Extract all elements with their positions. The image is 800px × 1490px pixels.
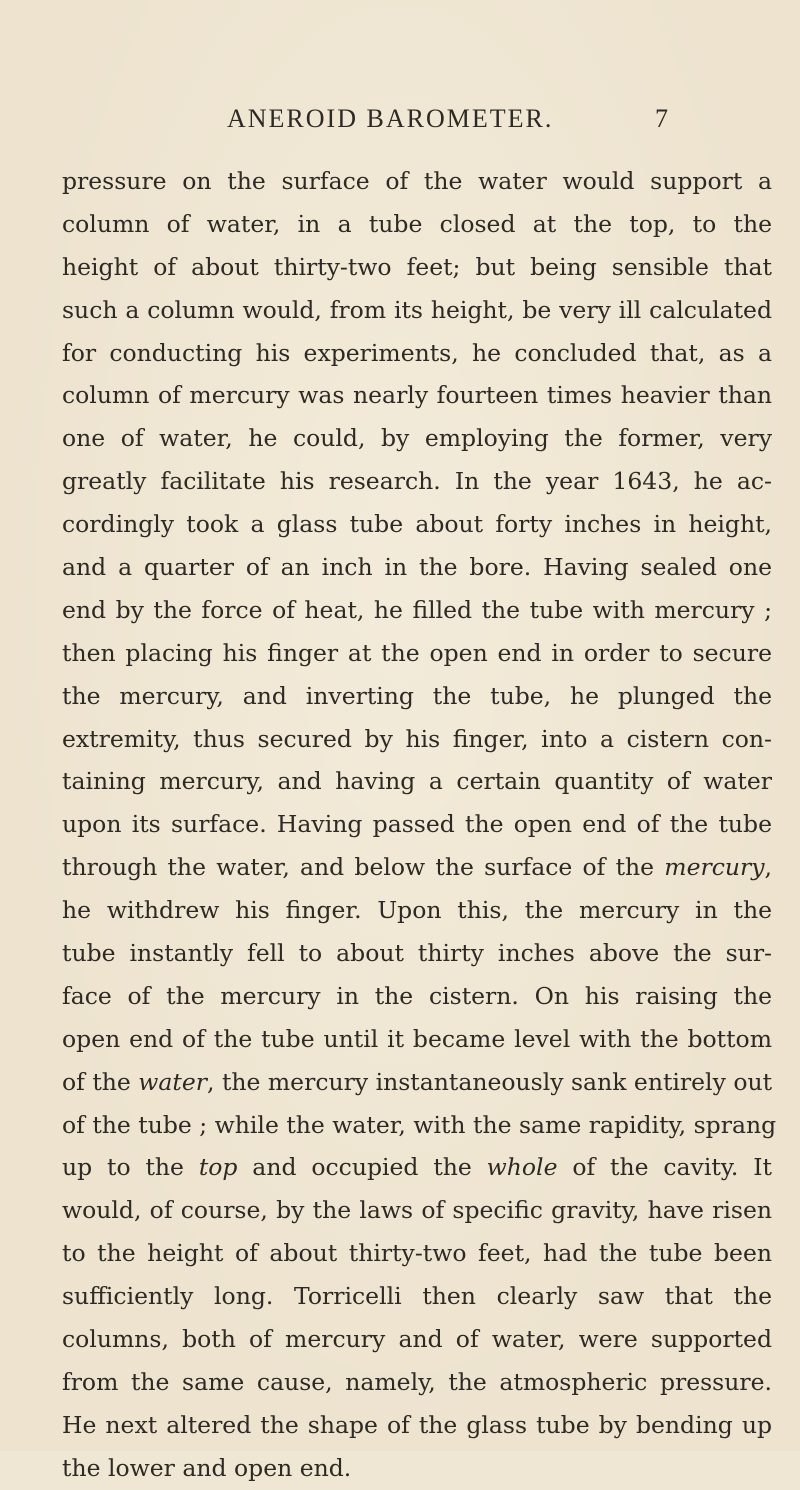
text-segment: , the mercury instantaneously sank entirely out [207, 1067, 773, 1096]
text-line: from the same cause, namely, the atmospheric pressure. [62, 1367, 772, 1396]
italic-word: whole [486, 1153, 558, 1182]
text-line: end by the force of heat, he filled the tube with mercury ; [62, 595, 772, 624]
text-line: height of about thirty-two feet; but being sensible that [62, 252, 772, 281]
text-line: the mercury, and inverting the tube, he plunged the [62, 681, 772, 710]
text-line-italic-mercury [62, 846, 772, 889]
running-title: ANEROID BAROMETER. [227, 104, 554, 133]
text-line: then placing his finger at the open end in order to secure [62, 638, 772, 667]
italic-word: water [138, 1067, 207, 1096]
running-head [0, 104, 800, 144]
text-line: tube instantly fell to about thirty inches above the sur- [62, 939, 772, 968]
text-line: open end of the tube until it became level with the bottom [62, 1024, 772, 1053]
page-number: 7 [655, 104, 668, 133]
text-segment: through the water, and below the surface of the [62, 853, 665, 882]
text-line: column of water, in a tube closed at the top, to the [62, 209, 772, 238]
text-line: sufficiently long. Torricelli then clearly saw that the [62, 1282, 772, 1311]
text-line: greatly facilitate his research. In the year 1643, he ac- [62, 467, 772, 496]
text-line: upon its surface. Having passed the open end of the tube [62, 810, 772, 839]
text-segment: up to the [62, 1153, 199, 1182]
text-line: columns, both of mercury and of water, were supported [62, 1325, 772, 1354]
text-line-italic-water [62, 1061, 772, 1104]
text-segment: , [764, 853, 772, 882]
text-line: extremity, thus secured by his finger, into a cistern con- [62, 724, 772, 753]
text-line-italic-top-whole [62, 1146, 772, 1189]
text-line: pressure on the surface of the water would support a [62, 167, 772, 195]
text-line: of the tube ; while the water, with the same rapidity, sprang [62, 1110, 777, 1139]
text-segment: of the [62, 1067, 139, 1096]
text-line: cordingly took a glass tube about forty inches in height, [62, 510, 772, 539]
text-line: face of the mercury in the cistern. On his raising the [62, 981, 772, 1010]
body-text [62, 160, 777, 1490]
text-segment: and occupied the [237, 1153, 487, 1182]
text-line: one of water, he could, by employing the former, very [62, 424, 772, 453]
text-line: and a quarter of an inch in the bore. Having sealed one [62, 553, 772, 582]
italic-word: top [198, 1153, 238, 1182]
text-segment: of the cavity. It [557, 1153, 772, 1182]
text-line: to the height of about thirty-two feet, had the tube been [62, 1239, 772, 1268]
text-line: would, of course, by the laws of specific gravity, have risen [62, 1196, 772, 1225]
text-line: for conducting his experiments, he concluded that, as a [62, 338, 772, 367]
text-line-last: the lower and open end. [62, 1453, 352, 1482]
text-line: taining mercury, and having a certain quantity of water [62, 767, 772, 796]
text-line: he withdrew his finger. Upon this, the mercury in the [62, 896, 772, 925]
text-line: such a column would, from its height, be very ill calculated [62, 295, 772, 324]
italic-word: mercury [664, 853, 765, 882]
text-line: column of mercury was nearly fourteen times heavier than [62, 381, 772, 410]
text-line: He next altered the shape of the glass tube by bending up [62, 1410, 772, 1439]
